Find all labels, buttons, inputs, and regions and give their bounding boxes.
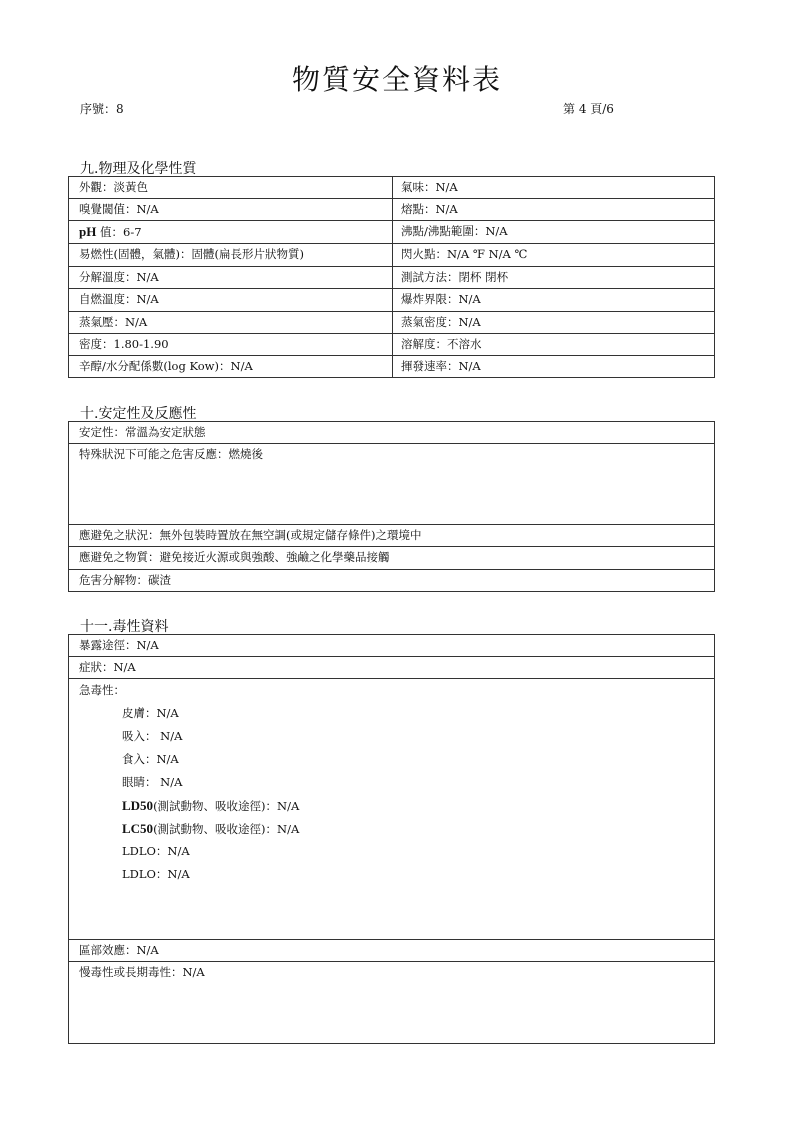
section-9-heading: 九.物理及化學性質 [80,161,197,177]
toxicity-table [68,634,715,1044]
autoignition-temp-cell: 自燃溫度：N/A [69,289,393,312]
table-row [69,221,715,244]
table-row [69,199,715,221]
section-11-heading: 十一.毒性資料 [80,619,169,635]
section-10-heading: 十.安定性及反應性 [80,406,197,422]
table-row [69,679,715,940]
materials-to-avoid-cell: 應避免之物質：避免接近火源或與強酸、強鹼之化學藥品接觸 [69,547,715,570]
density-cell: 密度：1.80-1.90 [69,334,393,356]
ph-value: 值：6-7 [96,225,142,239]
explosion-limit-cell: 爆炸界限：N/A [393,289,715,312]
vapor-density-cell: 蒸氣密度：N/A [393,312,715,334]
decomposition-products-cell: 危害分解物：碳渣 [69,570,715,592]
table-row [69,356,715,378]
chronic-toxicity-cell: 慢毒性或長期毒性：N/A [69,962,715,1044]
table-row [69,635,715,657]
table-row [69,289,715,312]
acute-item-ldlo: LDLO：N/A [122,844,190,858]
serial-number: 序號：8 [80,102,124,116]
vapor-pressure-cell: 蒸氣壓：N/A [69,312,393,334]
stability-table [68,421,715,592]
physical-properties-table [68,176,715,378]
ph-cell [69,221,393,244]
table-row [69,570,715,592]
table-row [69,177,715,199]
acute-item-ld50 [79,794,714,817]
table-row [69,312,715,334]
appearance-cell: 外觀：淡黃色 [69,177,393,199]
solubility-cell: 溶解度：不溶水 [393,334,715,356]
table-row [69,244,715,267]
melting-point-cell: 熔點：N/A [393,199,715,221]
table-row [69,547,715,570]
acute-item-ingestion: 食入：N/A [122,752,179,766]
evaporation-rate-cell: 揮發速率：N/A [393,356,715,378]
hazardous-reaction-cell: 特殊狀況下可能之危害反應：燃燒後 [69,444,715,525]
boiling-point-cell: 沸點/沸點範圍：N/A [393,221,715,244]
odor-threshold-cell: 嗅覺閾值：N/A [69,199,393,221]
stability-cell: 安定性：常溫為安定狀態 [69,422,715,444]
acute-toxicity-label: 急毒性： [79,683,125,697]
test-method-cell: 測試方法：閉杯 閉杯 [393,267,715,289]
decomposition-temp-cell: 分解溫度：N/A [69,267,393,289]
document-title: 物質安全資料表 [291,63,502,96]
odor-cell: 氣味：N/A [393,177,715,199]
acute-toxicity-cell [69,679,715,940]
table-row [69,422,715,444]
acute-item-skin: 皮膚：N/A [122,706,179,720]
page-number: 第 4 頁/6 [563,102,614,116]
table-row [69,444,715,525]
lc50-value: (測試動物、吸收途徑)：N/A [153,822,300,836]
table-row [69,940,715,962]
local-effects-cell: 區部效應：N/A [69,940,715,962]
symptoms-cell: 症狀：N/A [69,657,715,679]
conditions-to-avoid-cell: 應避免之狀況：無外包裝時置放在無空調(或規定儲存條件)之環境中 [69,525,715,547]
table-row [69,657,715,679]
table-row [69,962,715,1044]
acute-item-ldlo: LDLO：N/A [122,867,190,881]
flammability-cell: 易燃性(固體，氣體)：固體(扁長形片狀物質) [69,244,393,267]
table-row [69,267,715,289]
table-row [69,334,715,356]
lc50-label: LC50 [122,821,154,836]
acute-item-lc50 [79,817,714,840]
ld50-label: LD50 [122,798,154,813]
acute-item-eyes: 眼睛： N/A [122,775,183,789]
partition-coefficient-cell: 辛醇/水分配係數(log Kow)：N/A [69,356,393,378]
acute-item-inhalation: 吸入： N/A [122,729,183,743]
table-row [69,525,715,547]
exposure-route-cell: 暴露途徑：N/A [69,635,715,657]
flash-point-cell: 閃火點：N/A ℉ N/A ℃ [393,244,715,267]
ld50-value: (測試動物、吸收途徑)：N/A [153,799,300,813]
ph-label: pH [79,224,97,239]
